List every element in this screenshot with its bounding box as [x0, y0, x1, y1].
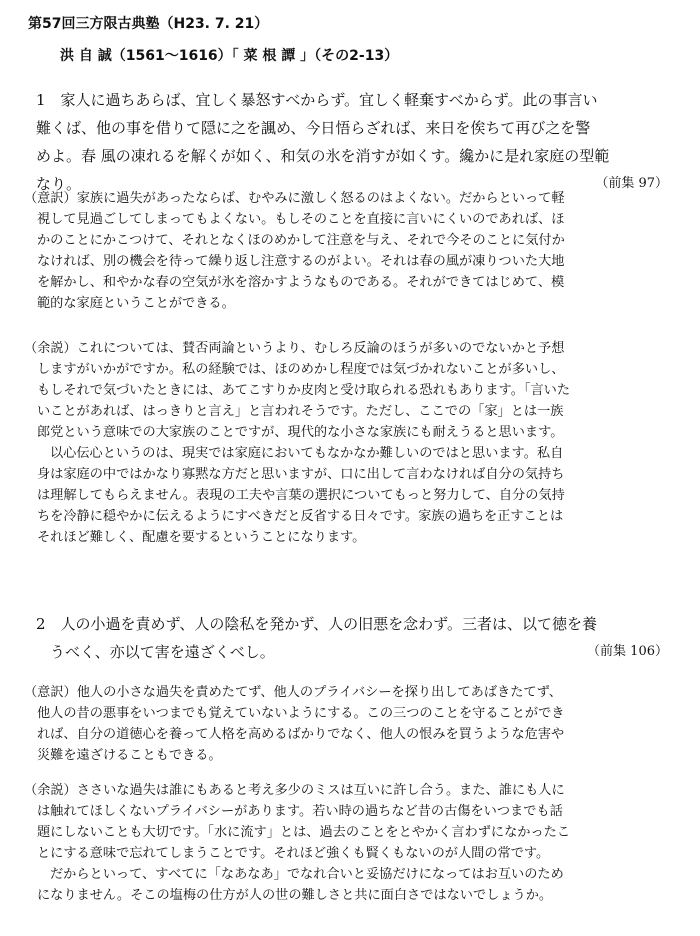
text-line: 視して見過ごしてしまってもよくない。もしそのことを直接に言いにくいのであれば、ほ: [37, 212, 565, 227]
text-line: 身は家庭の中ではかなり寡黙な方だと思いますが、口に出して言わなければ自分の気持ち: [37, 467, 565, 482]
text-line: だからといって、すべてに「なあなあ」でなれ合いと妥協だけになってはお互いのため: [50, 867, 564, 882]
text-line: もしそれで気づいたときには、あてこすりか皮肉と受け取られる恐れもあります。「言いた: [37, 383, 571, 398]
section-1-main-text: [36, 86, 668, 198]
text-line: （意訳）家族に過失があったならば、むやみに激しく怒るのはよくない。だからといって軽: [24, 191, 565, 206]
text-line: かのことにかこつけて、それとなくほのめかして注意を与え、それで今そのことに気付か: [37, 233, 565, 248]
section-1-translation: [24, 188, 670, 314]
text-line: （余説）これについては、賛否両論というより、むしろ反論のほうが多いのでないかと予想: [24, 341, 565, 356]
text-line: なければ、別の機会を待って繰り返し注意するのがよい。それは春の風が凍りついた大地: [37, 254, 565, 269]
section-2-main-text: [36, 610, 668, 666]
main-line: めよ。春 風の凍れるを解くが如く、和気の氷を消すが如くす。纔かに是れ家庭の型範: [36, 147, 610, 165]
text-line: しますがいかがですか。私の経験では、ほのめかし程度では気づかれないことが多いし、: [37, 362, 565, 377]
section-1-commentary: [24, 338, 670, 548]
section-2-translation: [24, 682, 670, 766]
text-line: 以心伝心というのは、現実では家庭においてもなかなか難しいのではと思います。私自: [50, 446, 564, 461]
text-line: を解かし、和やかな春の空気が氷を溶かすようなものである。それができてはじめて、模: [37, 275, 565, 290]
text-line: 題にしないことも大切です。「水に流す」とは、過去のことをとやかく言わずになかったこ: [37, 825, 571, 840]
text-line: とにする意味で忘れてしまうことです。それほど強くも賢くもないのが人間の常です。: [37, 846, 550, 861]
page-header-subtitle: 洪 自 誠（1561〜1616）「 菜 根 譚 」（その2-13）: [60, 48, 399, 64]
main-line: 1 家人に過ちあらば、宜しく暴怒すべからず。宜しく軽棄すべからず。此の事言い: [36, 91, 598, 109]
text-line: ちを冷静に穏やかに伝えるようにすべきだと反省する日々です。家族の過ちを正すことは: [37, 509, 564, 524]
main-line: 難くば、他の事を借りて隠に之を諷め、今日悟らざれば、来日を俟ちて再び之を警: [36, 119, 591, 137]
main-line-text: なり。: [36, 175, 82, 193]
section-2-commentary: [24, 780, 670, 906]
text-line: 郎党という意味での大家族のことですが、現代的な小さな家族にも耐えうると思います。: [37, 425, 564, 440]
text-line: それほど難しく、配慮を要するということになります。: [37, 530, 366, 545]
source-reference: （前集 97）: [595, 176, 668, 191]
text-line: 範的な家庭ということができる。: [37, 296, 235, 311]
text-line: （意訳）他人の小さな過失を責めたてず、他人のプライバシーを探り出してあばきたてず、: [24, 685, 562, 700]
page-header-title: 第57回三方限古典塾（H23. 7. 21）: [28, 16, 269, 32]
text-line: いことがあれば、はっきりと言え」と言われそうです。ただし、ここでの「家」とは一族: [37, 404, 564, 419]
main-line-text: うべく、亦以て害を遠ざくべし。: [50, 643, 275, 661]
text-line: になりません。そこの塩梅の仕方が人の世の難しさと共に面白さではないでしょうか。: [37, 888, 553, 903]
main-line: 2 人の小過を責めず、人の陰私を発かず、人の旧悪を念わず。三者は、以て徳を養: [36, 615, 597, 633]
text-line: れば、自分の道徳心を養って人格を高めるばかりでなく、他人の恨みを買うような危害や: [37, 727, 565, 742]
text-line: は触れてほしくないプライバシーがあります。若い時の過ちなど昔の古傷をいつまでも話: [37, 804, 563, 819]
text-line: 他人の昔の悪事をいつまでも覚えていないようにする。この三つのことを守ることができ: [37, 706, 565, 721]
main-line: [36, 638, 668, 666]
text-line: （余説）ささいな過失は誰にもあると考え多少のミスは互いに許し合う。また、誰にも人に: [24, 783, 565, 798]
text-line: 災難を遠ざけることもできる。: [37, 748, 222, 763]
text-line: は理解してもらえません。表現の工夫や言葉の選択についてもっと努力して、自分の気持: [37, 488, 565, 503]
source-reference: （前集 106）: [587, 644, 668, 659]
